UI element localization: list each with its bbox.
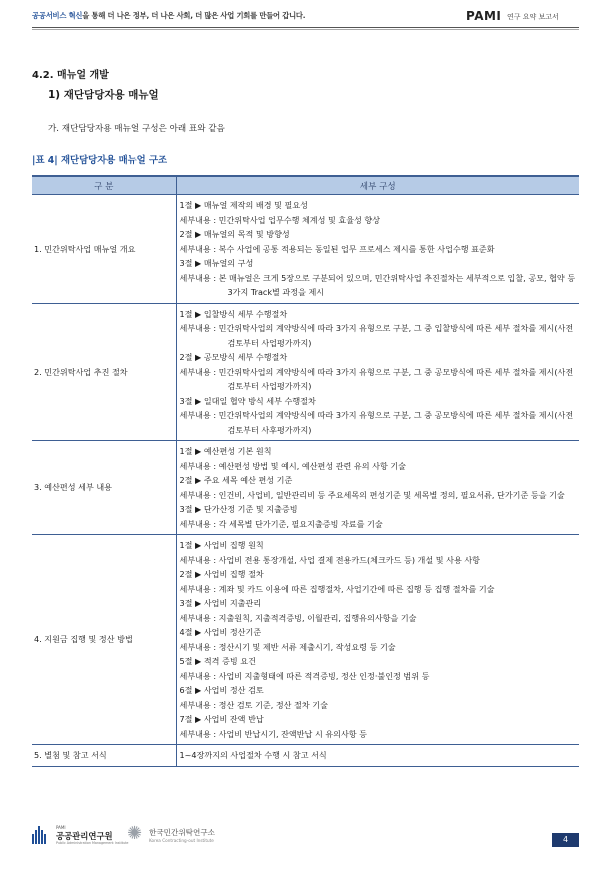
table-caption	[32, 152, 167, 166]
detail-content-line: 세부내용 : 복수 사업에 공통 적용되는 동일된 업무 프로세스 제시를 통한 사업수행 표준화	[179, 243, 495, 254]
header-report-type: 연구 요약 보고서	[507, 13, 559, 21]
detail-item-line: 1절 ▶ 예산편성 기본 원칙	[179, 446, 272, 456]
intro-paragraph: 가. 재단담당자용 매뉴얼 구성은 아래 표와 같음	[48, 124, 225, 134]
detail-content-line: 세부내용 : 인건비, 사업비, 일반관리비 등 주요세목의 편성기준 및 세목별 정의, 필요서류, 단가기준 등을 기술	[179, 489, 565, 500]
logo-org-english: Public Administration Management Institute	[56, 841, 129, 845]
slogan-highlight: 공공서비스 혁신	[32, 11, 83, 20]
detail-content-line: 세부내용 : 사업비 전용 통장개설, 사업 결제 전용카드(체크카드 등) 개설 및 사용 사항	[179, 554, 481, 565]
header-category: 구 분	[32, 176, 176, 195]
detail-content-line: 세부내용 : 민간위탁사업의 계약방식에 따라 3가지 유형으로 구분, 그 중 입찰방식에 따른 세부 절차를 제시(사전검토부터 사업평가까지)	[179, 323, 574, 348]
row-detail	[176, 535, 579, 745]
detail-content-line: 세부내용 : 정산 검토 기준, 정산 절차 기술	[179, 699, 328, 710]
table-row	[32, 745, 579, 767]
detail-item-line: 1절 ▶ 입찰방식 세부 수행절차	[179, 308, 288, 319]
logo2-org-english: Korea Contracting-out Institute	[149, 838, 214, 843]
table-header-row	[32, 176, 579, 195]
header-brand: PAMI	[466, 9, 502, 23]
pami-logo	[32, 822, 129, 848]
detail-item-line: 2절 ▶ 매뉴얼의 목적 및 방향성	[179, 229, 290, 239]
detail-item-line: 2절 ▶ 주요 세목 예산 편성 기준	[179, 475, 293, 485]
row-detail	[176, 195, 579, 304]
row-category: 4. 지원금 집행 및 정산 방법	[32, 535, 176, 745]
caption-mark: |	[32, 155, 36, 166]
detail-item-line: 3절 ▶ 일대일 협약 방식 세부 수행절차	[179, 395, 316, 406]
pami-bars-icon	[32, 826, 52, 844]
header-divider	[32, 27, 579, 28]
kci-logo	[127, 824, 237, 848]
header-divider-thin	[32, 29, 579, 30]
detail-item-line: 1절 ▶ 사업비 집행 원칙	[179, 540, 264, 550]
table-row	[32, 303, 579, 441]
detail-item-line: 2절 ▶ 사업비 집행 절차	[179, 569, 264, 579]
row-category: 1. 민간위탁사업 매뉴얼 개요	[32, 195, 176, 304]
row-detail	[176, 441, 579, 535]
page-header	[0, 0, 602, 36]
detail-item-line: 3절 ▶ 매뉴얼의 구성	[179, 258, 254, 268]
header-detail: 세부 구성	[176, 176, 579, 195]
detail-content-line: 세부내용 : 정산시기 및 제반 서류 제출시기, 작성요령 등 기술	[179, 641, 396, 652]
detail-content-line: 세부내용 : 계좌 및 카드 이용에 따른 집행절차, 사업기간에 따른 집행 등 집행 절차를 기술	[179, 583, 495, 594]
row-category: 5. 별첨 및 참고 서식	[32, 745, 176, 767]
detail-content-line: 세부내용 : 본 매뉴얼은 크게 5장으로 구분되어 있으며, 민간위탁사업 추진절차는 세부적으로 입찰, 공모, 협약 등 3가지 Track별 과정을 제시	[179, 272, 576, 297]
detail-content-line: 세부내용 : 민간위탁사업 업무수행 체계성 및 효율성 향상	[179, 214, 381, 225]
detail-item-line: 2절 ▶ 공모방식 세부 수행절차	[179, 352, 288, 362]
subsection-heading: 1) 재단담당자용 매뉴얼	[48, 89, 159, 101]
detail-item-line: 7절 ▶ 사업비 잔액 반납	[179, 714, 264, 724]
detail-content-line: 세부내용 : 지출원칙, 지출적격증빙, 이월관리, 집행유의사항을 기술	[179, 612, 417, 623]
detail-content-line: 세부내용 : 민간위탁사업의 계약방식에 따라 3가지 유형으로 구분, 그 중 공모방식에 따른 세부 절차를 제시(사전검토부터 사업평가까지)	[179, 366, 574, 391]
manual-structure-table	[32, 175, 579, 767]
header-slogan	[32, 11, 305, 21]
page-number: 4	[552, 833, 579, 847]
row-detail	[176, 745, 579, 767]
logo2-org-name: 한국민간위탁연구소	[149, 828, 216, 837]
detail-item-line: 1~4장까지의 사업절차 수행 시 참고 서식	[179, 750, 327, 760]
detail-item-line: 3절 ▶ 단가산정 기준 및 지출증빙	[179, 504, 298, 514]
row-category: 3. 예산편성 세부 내용	[32, 441, 176, 535]
table-body	[32, 195, 579, 767]
detail-content-line: 세부내용 : 민간위탁사업의 계약방식에 따라 3가지 유형으로 구분, 그 중 공모방식에 따른 세부 절차를 제시(사전검토부터 사후평가까지)	[179, 410, 574, 435]
logo-org-name: 공공관리연구원	[56, 831, 113, 841]
slogan-rest: 을 통해 더 나은 정부, 더 나은 사회, 더 많은 사업 기회를 만들어 갑니다.	[82, 11, 306, 20]
detail-content-line: 세부내용 : 각 세목별 단가기준, 필요지출증빙 자료를 기술	[179, 518, 383, 529]
detail-content-line: 세부내용 : 예산편성 방법 및 예시, 예산편성 관련 유의 사항 기술	[179, 460, 406, 471]
row-detail	[176, 303, 579, 441]
detail-item-line: 6절 ▶ 사업비 정산 검토	[179, 685, 264, 695]
table-row	[32, 535, 579, 745]
section-heading: 4.2. 매뉴얼 개발	[32, 70, 109, 81]
detail-item-line: 5절 ▶ 적격 증빙 요건	[179, 656, 256, 666]
caption-text: 표 4| 재단담당자용 매뉴얼 구조	[35, 155, 168, 166]
row-category: 2. 민간위탁사업 추진 절차	[32, 303, 176, 441]
gear-icon: ✺	[127, 823, 143, 844]
detail-item-line: 4절 ▶ 사업비 정산기준	[179, 627, 262, 637]
logo-small-text: PAMI	[56, 825, 66, 830]
detail-content-line: 세부내용 : 사업비 지출형태에 따른 적격증빙, 정산 인정·불인정 범위 등	[179, 670, 430, 681]
detail-item-line: 1절 ▶ 매뉴얼 제작의 배경 및 필요성	[179, 200, 308, 210]
table-row	[32, 195, 579, 304]
detail-item-line: 3절 ▶ 사업비 지출관리	[179, 598, 262, 608]
detail-content-line: 세부내용 : 사업비 반납시기, 잔액반납 시 유의사항 등	[179, 728, 368, 739]
table-row	[32, 441, 579, 535]
